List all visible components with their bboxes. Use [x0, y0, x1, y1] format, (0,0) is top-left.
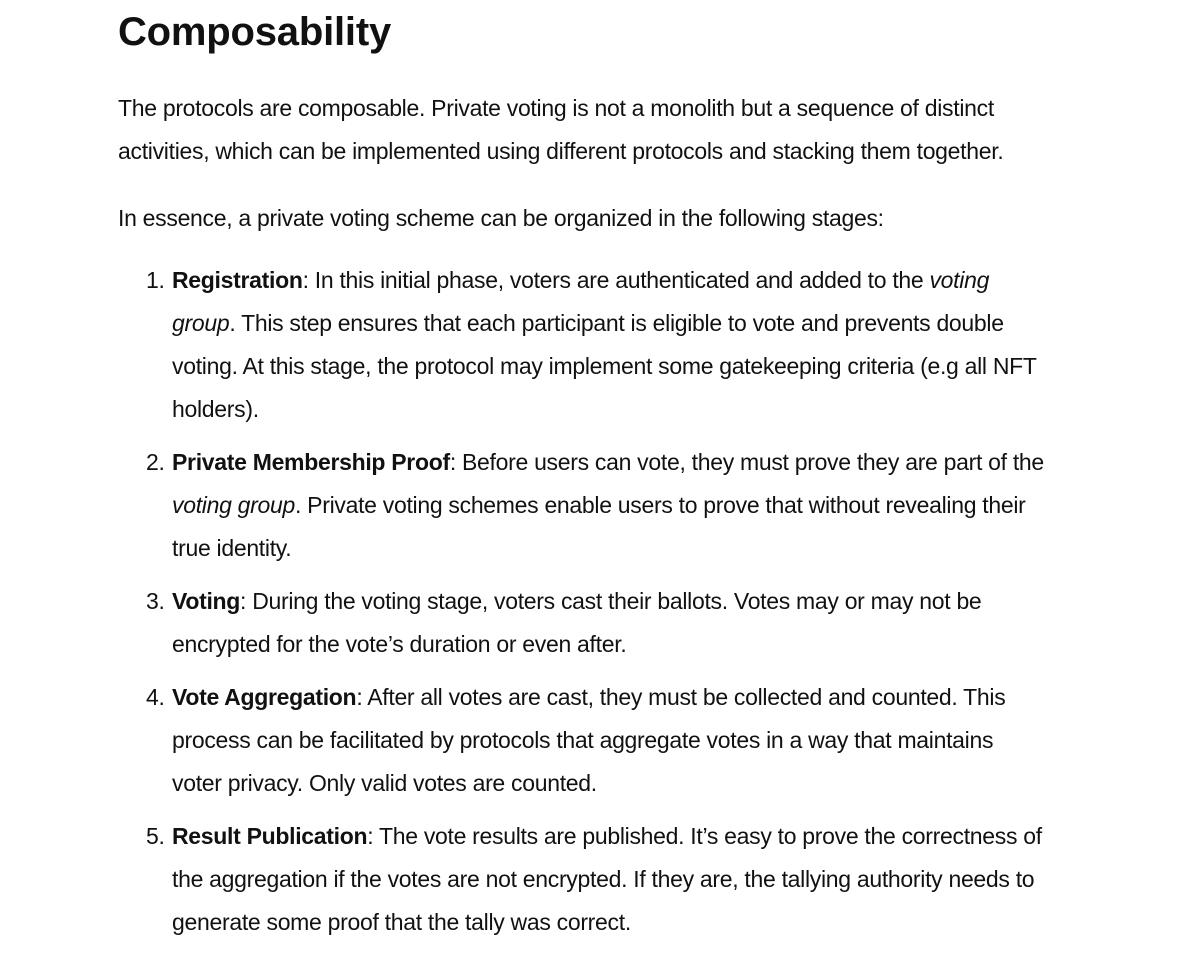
list-item: [146, 815, 1046, 944]
item-body: [172, 580, 1046, 666]
item-term: Registration: [172, 267, 303, 293]
item-number: 3.: [146, 588, 165, 614]
item-text: : The vote results are published. It’s easy to prove the correctness of the aggregation if the votes are not encrypted. If they are, the tallying authority needs to generate some proof that the tally was correct.: [172, 823, 1042, 935]
item-term: Vote Aggregation: [172, 684, 357, 710]
item-text: : Before users can vote, they must prove they are part of the: [449, 449, 1044, 475]
item-term: Voting: [172, 588, 241, 614]
list-item: [146, 580, 1046, 666]
item-italic: voting group: [172, 267, 990, 336]
item-number: 4.: [146, 684, 165, 710]
item-number: 1.: [146, 267, 165, 293]
item-text: : In this initial phase, voters are authenticated and added to the: [302, 267, 930, 293]
item-body: [172, 815, 1046, 944]
essence-paragraph: In essence, a private voting scheme can be organized in the following stages:: [118, 205, 884, 231]
list-item: [146, 259, 1046, 431]
item-text: : During the voting stage, voters cast their ballots. Votes may or may not be encrypted for the vote’s duration or even after.: [172, 588, 982, 657]
item-body: [172, 259, 1046, 431]
list-item: [146, 676, 1046, 805]
item-body: [172, 676, 1046, 805]
item-text: : After all votes are cast, they must be collected and counted. This process can be facilitated by protocols that aggregate votes in a way that maintains voter privacy. Only valid votes are counted.: [172, 684, 1006, 796]
item-number: 5.: [146, 823, 165, 849]
item-body: [172, 441, 1046, 570]
intro-paragraph: The protocols are composable. Private voting is not a monolith but a sequence of distinct activities, which can be implemented using different protocols and stacking them together.: [118, 95, 1004, 164]
item-italic: voting group: [172, 492, 295, 518]
item-text-after: . This step ensures that each participant is eligible to vote and prevents double voting. At this stage, the protocol may implement some gatekeeping criteria (e.g all NFT holders).: [172, 310, 1037, 422]
item-number: 2.: [146, 449, 165, 475]
list-item: [146, 441, 1046, 570]
item-text-after: . Private voting schemes enable users to prove that without revealing their true identity.: [172, 492, 1026, 561]
item-term: Private Membership Proof: [172, 449, 450, 475]
section-title: Composability: [118, 10, 391, 54]
item-term: Result Publication: [172, 823, 368, 849]
